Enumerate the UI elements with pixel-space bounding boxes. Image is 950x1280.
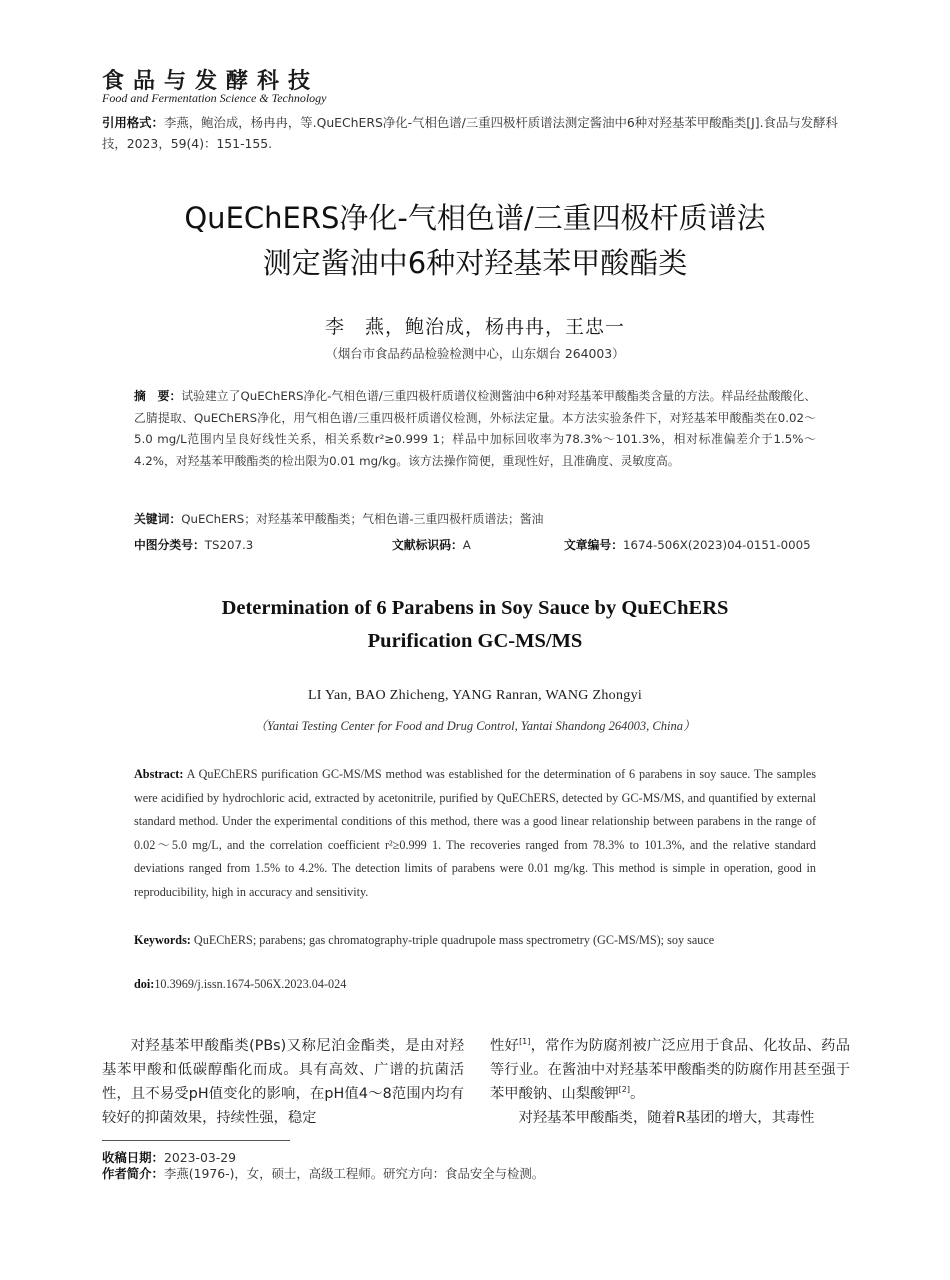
classification-row bbox=[134, 536, 816, 554]
abstract-en-label: Abstract: bbox=[134, 767, 184, 781]
keywords-en bbox=[134, 929, 816, 953]
keywords-cn-text: QuEChERS；对羟基苯甲酸酯类；气相色谱-三重四极杆质谱法；酱油 bbox=[181, 512, 544, 526]
body-text: ，常作为防腐剂被广泛应用于食品、化妆品、药品等行业。在酱油中对羟基苯甲酸酯类的防腐作用甚至强于苯甲酸钠、山梨酸钾 bbox=[490, 1038, 851, 1102]
journal-title-cn: 食品与发酵科技 bbox=[102, 69, 320, 94]
paper-title-cn bbox=[0, 196, 950, 286]
affiliation-cn: （烟台市食品药品检验检测中心，山东烟台 264003） bbox=[325, 346, 625, 361]
author-bio-value: 李燕(1976-)，女，硕士，高级工程师。研究方向：食品安全与检测。 bbox=[163, 1166, 545, 1181]
body-text: 性好 bbox=[490, 1038, 520, 1054]
reference-mark[interactable]: [1] bbox=[519, 1037, 531, 1047]
body-paragraph: 对羟基苯甲酸酯类(PBs)又称尼泊金酯类，是由对羟基苯甲酸和低碳醇酯化而成。具有高效、广谱的抗菌活性，且不易受pH值变化的影响，在pH值4～8范围内均有较好的抑菌效果，持续性强，稳定 bbox=[102, 1038, 464, 1126]
abstract-en-text: A QuEChERS purification GC-MS/MS method was established for the determination of 6 parabens in soy sauce. The samples were acidified by hydrochloric acid, extracted by acetonitrile, purified by QuEChERS, detected by GC-MS/MS, and quantified by external standard method. Under the experimental conditions of this method, there was a good linear relationship between parabens in the range of 0.02～5.0 mg/L, and the correlation coefficient r²≥0.999 1. The recoveries ranged from 78.3% to 101.3%, and the relative standard deviations ranged from 1.5% to 4.2%. The detection limits of parabens were 0.01 mg/kg. This method is simple in operation, good in reproducibility, high in accuracy and sensitivity. bbox=[134, 767, 816, 899]
footnote-author bbox=[102, 1164, 862, 1182]
body-paragraph: 对羟基苯甲酸酯类，随着R基团的增大，其毒性 bbox=[518, 1110, 815, 1126]
footnote-divider bbox=[102, 1140, 290, 1141]
paper-title-cn-line1: QuEChERS净化-气相色谱/三重四极杆质谱法 bbox=[184, 201, 766, 235]
abstract-cn bbox=[134, 386, 816, 472]
abstract-cn-text: 试验建立了QuEChERS净化-气相色谱/三重四极杆质谱仪检测酱油中6种对羟基苯甲酸酯类含量的方法。样品经盐酸酸化、乙腈提取、QuEChERS净化，用气相色谱/三重四极杆质谱仪检测，外标法定量。本方法实验条件下，对羟基苯甲酸酯类在0.02～5.0 mg/L范围内呈良好线性关系，相关系数r²≥0.999 1；样品中加标回收率为78.3%～101.3%，相对标准偏差介于1.5%～4.2%，对羟基苯甲酸酯类的检出限为0.01 mg/kg。该方法操作简便，重现性好，且准确度、灵敏度高。 bbox=[134, 389, 816, 468]
authors-en: LI Yan, BAO Zhicheng, YANG Ranran, WANG Zhongyi bbox=[307, 688, 643, 703]
citation-text: 李燕，鲍治成，杨冉冉，等.QuEChERS净化-气相色谱/三重四极杆质谱法测定酱油中6种对羟基苯甲酸酯类[J].食品与发酵科技，2023，59(4)：151-155. bbox=[102, 115, 838, 151]
citation-label: 引用格式： bbox=[102, 115, 164, 130]
affiliation-en: （Yantai Testing Center for Food and Drug Control, Yantai Shandong 264003, China） bbox=[254, 719, 696, 733]
authors-cn: 李 燕，鲍治成，杨冉冉，王忠一 bbox=[324, 316, 625, 338]
paper-title-en-line1: Determination of 6 Parabens in Soy Sauce by QuEChERS bbox=[221, 597, 729, 619]
abstract-cn-label: 摘 要： bbox=[134, 389, 182, 403]
keywords-cn bbox=[134, 510, 816, 527]
doc-label: 文献标识码： bbox=[392, 538, 463, 552]
clc-label: 中图分类号： bbox=[134, 538, 205, 552]
article-label: 文章编号： bbox=[564, 538, 623, 552]
journal-title-en: Food and Fermentation Science & Technology bbox=[102, 91, 327, 105]
body-column-right bbox=[490, 1034, 850, 1130]
keywords-en-text: QuEChERS; parabens; gas chromatography-triple quadrupole mass spectrometry (GC-MS/MS); soy sauce bbox=[190, 933, 715, 947]
paper-title-en-line2: Purification GC-MS/MS bbox=[367, 630, 583, 652]
doc-value: A bbox=[462, 538, 471, 552]
reference-mark[interactable]: [2] bbox=[618, 1085, 631, 1095]
clc-number bbox=[134, 536, 253, 553]
article-value: 1674-506X(2023)04-0151-0005 bbox=[623, 538, 811, 552]
received-value: 2023-03-29 bbox=[163, 1150, 236, 1165]
document-code bbox=[392, 536, 471, 553]
paper-title-en bbox=[0, 592, 950, 658]
body-column-left bbox=[102, 1034, 464, 1130]
abstract-en bbox=[134, 763, 816, 905]
body-paragraph bbox=[490, 1034, 850, 1106]
author-bio-label: 作者简介： bbox=[102, 1166, 164, 1181]
keywords-cn-label: 关键词： bbox=[134, 512, 182, 526]
paper-title-cn-line2: 测定酱油中6种对羟基苯甲酸酯类 bbox=[262, 246, 688, 280]
article-number bbox=[564, 536, 811, 553]
clc-value: TS207.3 bbox=[204, 538, 254, 552]
received-label: 收稿日期： bbox=[102, 1150, 164, 1165]
doi bbox=[134, 977, 816, 992]
citation bbox=[102, 112, 852, 154]
doi-label: doi: bbox=[134, 977, 155, 991]
body-text: 。 bbox=[630, 1086, 645, 1102]
keywords-en-label: Keywords: bbox=[134, 933, 191, 947]
doi-value: 10.3969/j.issn.1674-506X.2023.04-024 bbox=[154, 977, 347, 991]
